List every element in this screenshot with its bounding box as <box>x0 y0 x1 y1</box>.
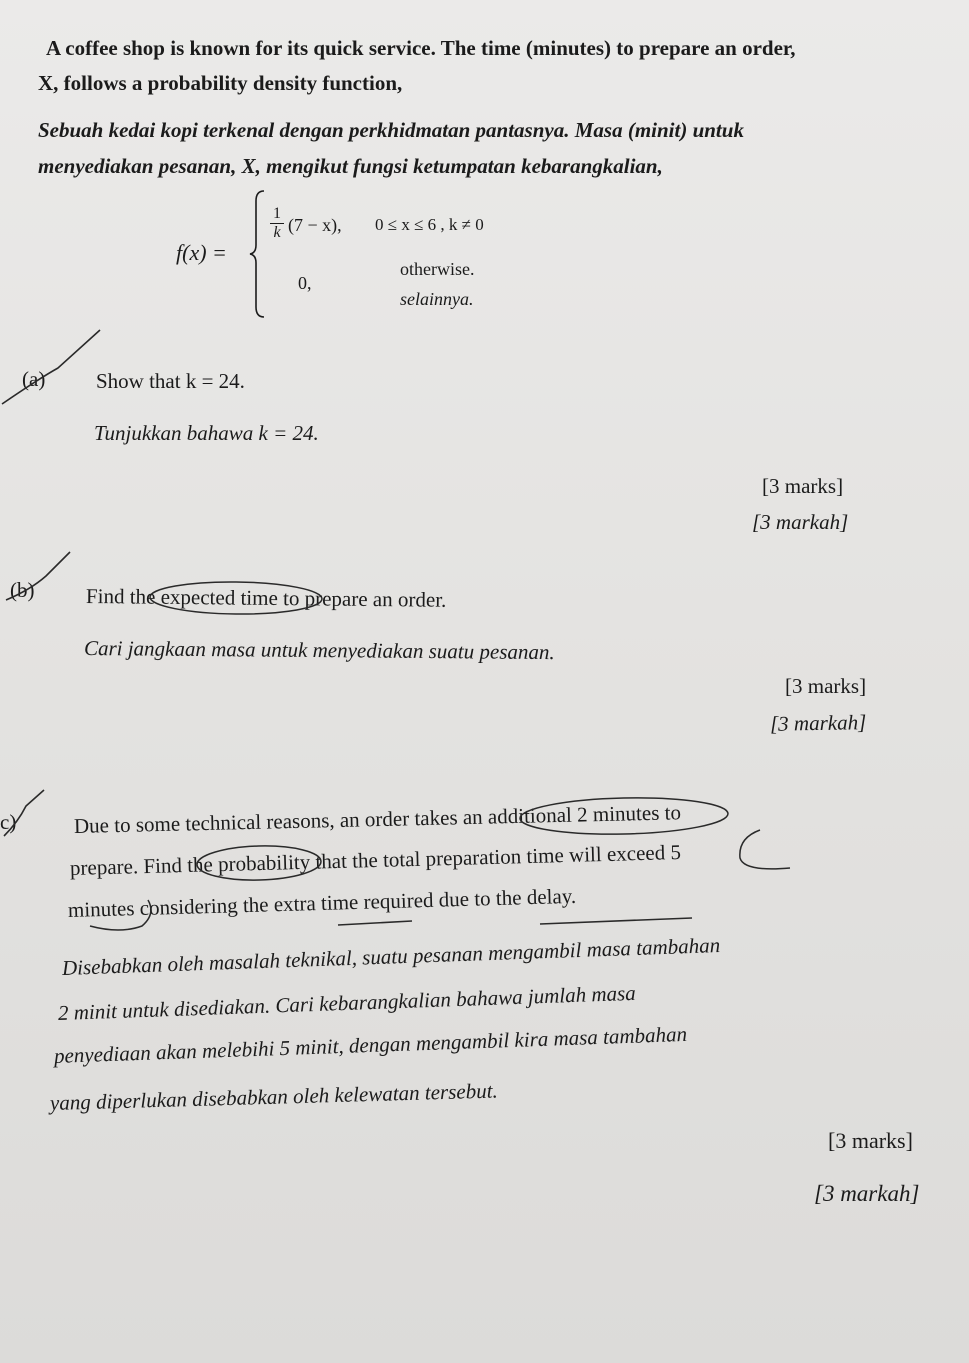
part-c-label: c) <box>0 810 17 834</box>
part-c-question-ms-line-1: Disebabkan oleh masalah teknikal, suatu pesanan mengambil masa tambahan <box>61 933 721 980</box>
case-2-condition-en: otherwise. <box>400 259 475 279</box>
part-c-question-en-line-2: prepare. Find the probability that the total preparation time will exceed 5 <box>69 840 682 880</box>
fraction-denominator: k <box>273 224 281 241</box>
part-c-question-ms-line-2: 2 minit untuk disediakan. Cari kebarangkalian bahawa jumlah masa <box>57 980 637 1025</box>
underline-extra-icon <box>338 921 412 925</box>
part-a-marks-en: [3 marks] <box>762 474 844 498</box>
case-1-expression: (7 − x), <box>288 215 342 235</box>
part-b-question-en: Find the expected time to prepare an order. <box>85 584 447 612</box>
formula-lhs: f(x) = <box>176 240 227 265</box>
part-c-question-ms-line-4: yang diperlukan disebabkan oleh kelewatan tersebut. <box>49 1078 499 1115</box>
part-b-marks-ms: [3 markah] <box>769 710 867 736</box>
part-c-question-en-line-3: minutes considering the extra time required due to the delay. <box>67 883 577 922</box>
part-a-question-ms: Tunjukkan bahawa k = 24. <box>94 421 319 445</box>
part-c-marks-en: [3 marks] <box>828 1128 913 1153</box>
part-a-marks-ms: [3 markah] <box>752 510 849 534</box>
fraction-one-over-k <box>270 205 284 242</box>
fraction-numerator: 1 <box>273 205 281 222</box>
part-c-marks-ms: [3 markah] <box>814 1181 920 1206</box>
case-2-expression: 0, <box>298 273 312 293</box>
part-a-question-en: Show that k = 24. <box>96 369 245 393</box>
tick-mark-part-a-icon <box>2 330 100 404</box>
pdf-formula <box>170 185 550 325</box>
part-b-label: (b) <box>10 578 35 602</box>
part-c-question-ms-line-3: penyediaan akan melebihi 5 minit, dengan mengambil kira masa tambahan <box>53 1021 688 1068</box>
underline-due-to-delay-icon <box>540 918 692 924</box>
intro-ms-line-2: menyediakan pesanan, X, mengikut fungsi ketumpatan kebarangkalian, <box>38 154 663 178</box>
part-b-marks-en: [3 marks] <box>785 674 867 698</box>
part-c-question-en-line-1: Due to some technical reasons, an order takes an additional 2 minutes to <box>73 800 682 838</box>
part-b-question-ms: Cari jangkaan masa untuk menyediakan suatu pesanan. <box>83 636 555 665</box>
case-1-condition: 0 ≤ x ≤ 6 , k ≠ 0 <box>375 215 484 234</box>
intro-en-line-1: A coffee shop is known for its quick service. The time (minutes) to prepare an order, <box>46 36 796 60</box>
left-brace-icon <box>248 189 266 319</box>
intro-en-line-2: X, follows a probability density function, <box>38 71 403 95</box>
intro-ms-line-1: Sebuah kedai kopi terkenal dengan perkhidmatan pantasnya. Masa (minit) untuk <box>38 118 744 142</box>
case-2-condition-ms: selainnya. <box>400 289 474 309</box>
part-a-label: (a) <box>22 367 46 391</box>
